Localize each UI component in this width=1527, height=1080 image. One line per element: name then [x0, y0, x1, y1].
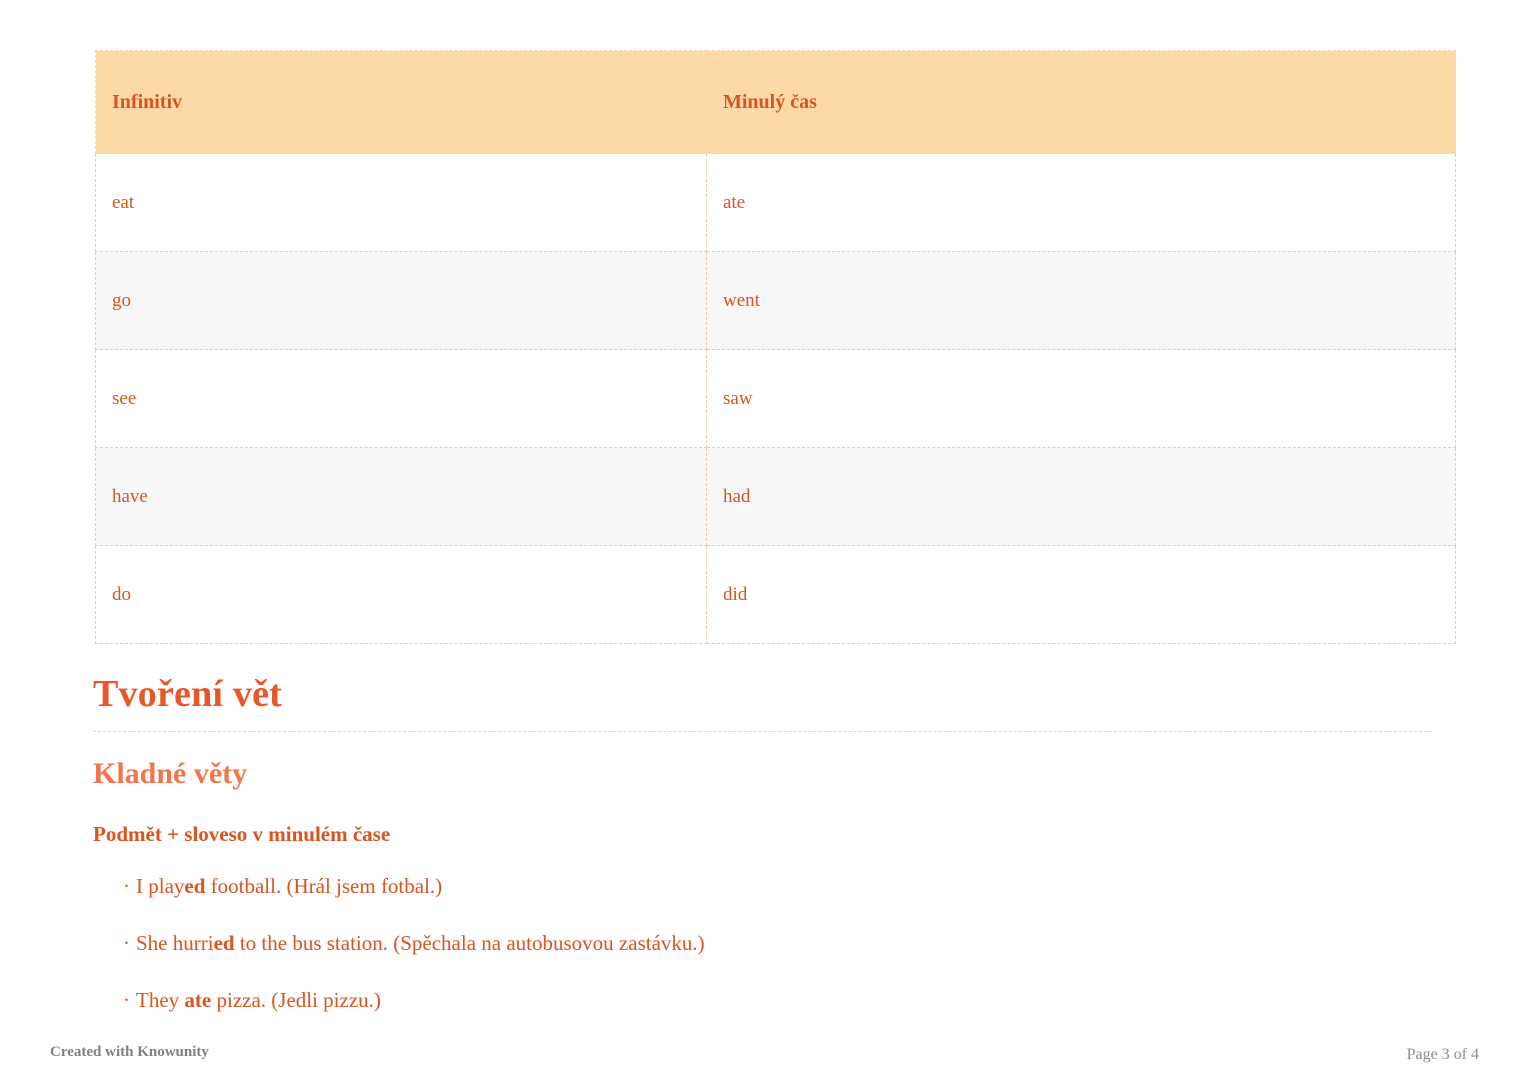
formula-line: Podmět + sloveso v minulém čase — [93, 822, 391, 846]
list-item-highlight: ate — [184, 988, 212, 1012]
section-heading: Tvoření vět — [93, 673, 282, 715]
list-item-pre: She hurri — [136, 931, 214, 955]
cell-infinitiv: have — [96, 448, 707, 546]
bullet-dot: · — [123, 874, 130, 898]
table-head — [96, 51, 1456, 154]
cell-infinitiv: eat — [96, 154, 707, 252]
list-item — [123, 876, 1423, 897]
irregular-verbs-table — [95, 50, 1456, 644]
cell-infinitiv: go — [96, 252, 707, 350]
list-item-post: pizza. (Jedli pizzu.) — [211, 988, 381, 1012]
bullet-dot: · — [123, 988, 130, 1012]
subsection-heading: Kladné věty — [93, 757, 248, 790]
column-header-past-tense: Minulý čas — [707, 51, 1456, 154]
examples-list — [123, 876, 1423, 1047]
list-item-pre: They — [136, 988, 185, 1012]
list-item — [123, 990, 1423, 1011]
heading-divider — [93, 731, 1432, 732]
cell-past: saw — [707, 350, 1456, 448]
cell-past: had — [707, 448, 1456, 546]
column-header-infinitiv: Infinitiv — [96, 51, 707, 154]
table-header-row — [96, 51, 1456, 154]
list-item — [123, 933, 1423, 954]
list-item-pre: I play — [136, 874, 185, 898]
footer-attribution: Created with Knowunity — [50, 1044, 209, 1060]
table-row — [96, 350, 1456, 448]
cell-past: did — [707, 546, 1456, 644]
page-number: Page 3 of 4 — [1406, 1046, 1479, 1063]
cell-infinitiv: do — [96, 546, 707, 644]
list-item-post: football. (Hrál jsem fotbal.) — [205, 874, 443, 898]
list-item-highlight: ed — [213, 931, 235, 955]
cell-past: went — [707, 252, 1456, 350]
table-row — [96, 448, 1456, 546]
table-row — [96, 154, 1456, 252]
table-row — [96, 546, 1456, 644]
table-body — [96, 154, 1456, 644]
list-item-highlight: ed — [184, 874, 206, 898]
cell-infinitiv: see — [96, 350, 707, 448]
bullet-dot: · — [123, 931, 130, 955]
cell-past: ate — [707, 154, 1456, 252]
table-row — [96, 252, 1456, 350]
list-item-post: to the bus station. (Spěchala na autobusovou zastávku.) — [234, 931, 705, 955]
